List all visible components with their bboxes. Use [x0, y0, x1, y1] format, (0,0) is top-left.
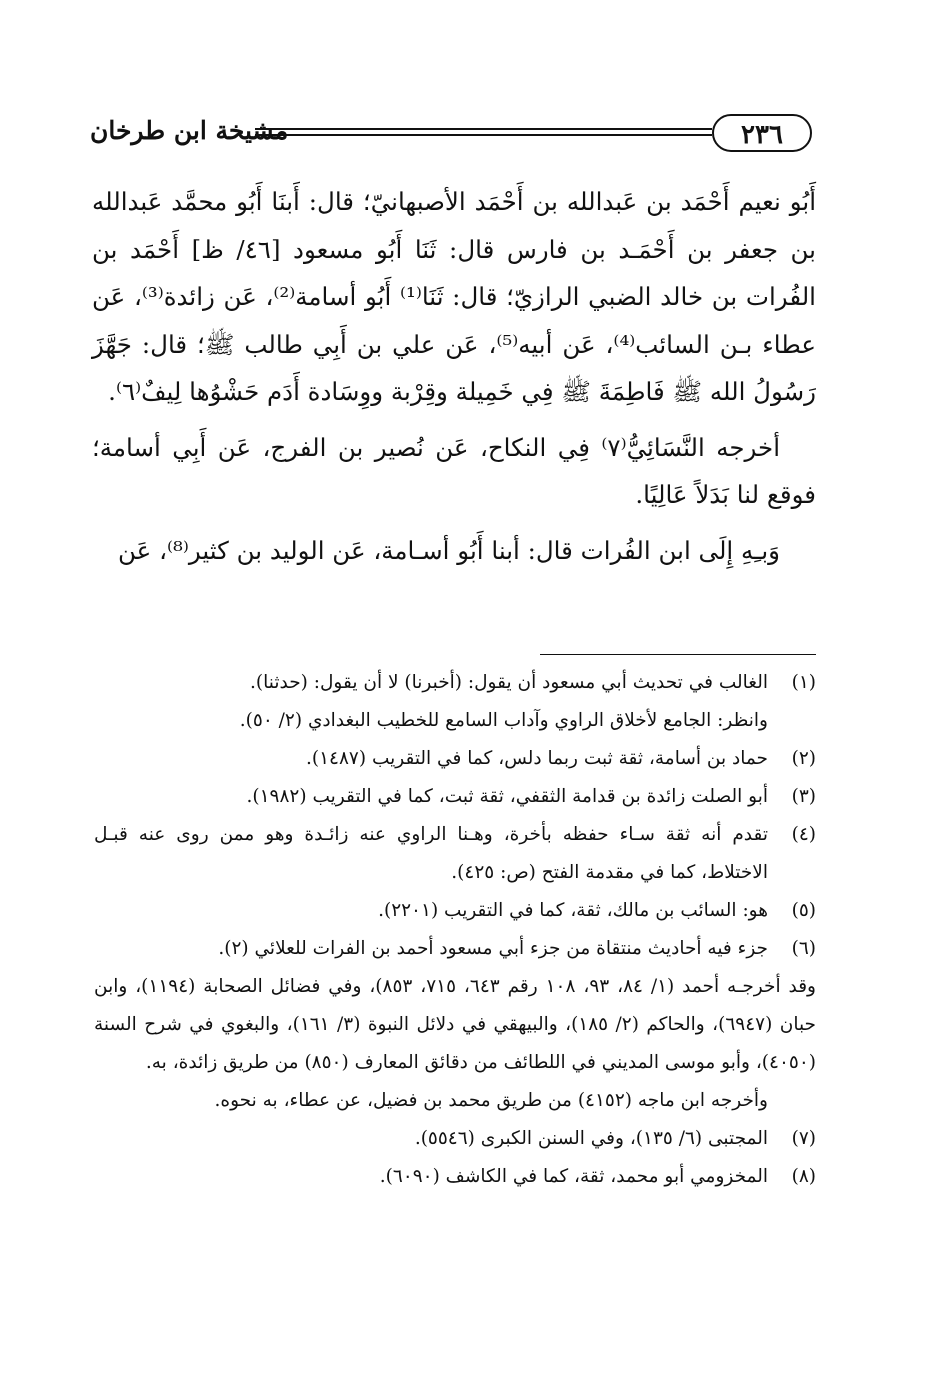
footnote-number: (٣)	[791, 786, 816, 807]
footnote-text: جزء فيه أحاديث منتقاة من جزء أبي مسعود أحمد بن الفرات للعلائي (٢).	[218, 938, 768, 959]
footnote-3	[94, 778, 816, 816]
paragraph-2: أخرجه النَّسَائِيُّ⁽٧⁾ فِي النكاح، عَن نُصير بن الفرج، عَن أَبِي أسامة؛ فوقع لنا بَدَلاً عَالِيًا.	[92, 432, 816, 509]
footnote-number: (٧)	[791, 1128, 816, 1149]
footnote-1	[94, 664, 816, 702]
header-rule-lower	[255, 134, 712, 136]
footnote-number: (٨)	[791, 1166, 816, 1187]
footnote-8	[94, 1158, 816, 1196]
footnote-text: تقدم أنه ثقة سـاء حفظه بأخرة، وهـنا الراوي عنه زائـدة وهو ممن روى عنه قبـل الاختلاط، كما في مقدمة الفتح (ص: ٤٢٥).	[94, 824, 768, 883]
footnote-4	[94, 816, 816, 892]
header-rule	[255, 128, 712, 130]
footnote-text: المجتبى (٦/ ١٣٥)، وفي السنن الكبرى (٥٥٤٦).	[414, 1128, 768, 1149]
footnote-6-continuation-1: وقد أخرجـه أحمد (١/ ٨٤، ٩٣، ١٠٨ رقم ٦٤٣، ٧١٥، ٨٥٣)، وفي فضائل الصحابة (١١٩٤)، وابن حبان (٦٩٤٧)، والحاكم (٢/ ١٨٥)، والبيهقي في دلائل النبوة (٣/ ١٦١)، والبغوي في شرح السنة (٤٠٥٠)، وأبو موسى المديني في اللطائف من دقائق المعارف (٨٥٠) من طريق زائدة، به.	[94, 976, 816, 1073]
footnote-number: (٢)	[791, 748, 816, 769]
paragraph-1: أَبُو نعيم أَحْمَد بن عَبدالله بن أَحْمَد الأصبهانيّ؛ قال: أَبنَا أَبُو محمَّد عَبدالله بن جعفر بن أَحْمَـد بن فارس قال: ثَنَا أَبُو مسعود [٤٦/ ظ] أَحْمَد بن الفُرات بن خالد الضبي الرازيّ؛ قال: ثَنَا⁽¹⁾ أَبُو أسامة⁽²⁾، عَن زائدة⁽³⁾، عَن عطاء بـن السائب⁽⁴⁾، عَن أبيه⁽⁵⁾، عَن علي بن أَبِي طالب ﷺ؛ قال: جَهَّزَ رَسُولُ الله ﷺ فَاطِمَةَ ﷺ فِي خَمِيلة وقِرْبة ووِسَادة أَدَم حَشْوُها لِيفٌ⁽٦⁾.	[92, 187, 816, 406]
footnote-6	[94, 930, 816, 968]
footnote-number: (٥)	[791, 900, 816, 921]
running-title: مشيخة ابن طرخان	[90, 116, 289, 145]
main-text	[92, 178, 816, 582]
page-number: ٢٣٦	[712, 114, 812, 152]
page-header	[90, 112, 812, 158]
footnote-text: حماد بن أسامة، ثقة ثبت ربما دلس، كما في التقريب (١٤٨٧).	[305, 748, 768, 769]
footnote-number: (٦)	[791, 938, 816, 959]
footnotes	[94, 664, 816, 1196]
footnote-number: (٤)	[791, 824, 816, 845]
footnote-number: (١)	[791, 672, 816, 693]
footnote-text: أبو الصلت زائدة بن قدامة الثقفي، ثقة ثبت، كما في التقريب (١٩٨٢).	[246, 786, 768, 807]
footnote-text: هو: السائب بن مالك، ثقة، كما في التقريب (٢٢٠١).	[378, 900, 768, 921]
footnote-text: المخزومي أبو محمد، ثقة، كما في الكاشف (٦٠٩٠).	[379, 1166, 768, 1187]
footnote-5	[94, 892, 816, 930]
footnote-separator	[540, 654, 816, 655]
footnote-7	[94, 1120, 816, 1158]
footnote-6-continuation-2: وأخرجه ابن ماجه (٤١٥٢) من طريق محمد بن فضيل، عن عطاء، به نحوه.	[214, 1090, 768, 1111]
paragraph-3: وَبـِهِ إِلَى ابن الفُرات قال: أبنا أَبُو أسـامة، عَن الوليد بن كثير⁽⁸⁾، عَن	[118, 535, 780, 565]
footnote-text: الغالب في تحديث أبي مسعود أن يقول: (أخبرنا) لا أن يقول: (حدثنا).	[250, 672, 768, 693]
footnote-1-continuation: وانظر: الجامع لأخلاق الراوي وآداب السامع للخطيب البغدادي (٢/ ٥٠).	[239, 710, 768, 731]
footnote-2	[94, 740, 816, 778]
